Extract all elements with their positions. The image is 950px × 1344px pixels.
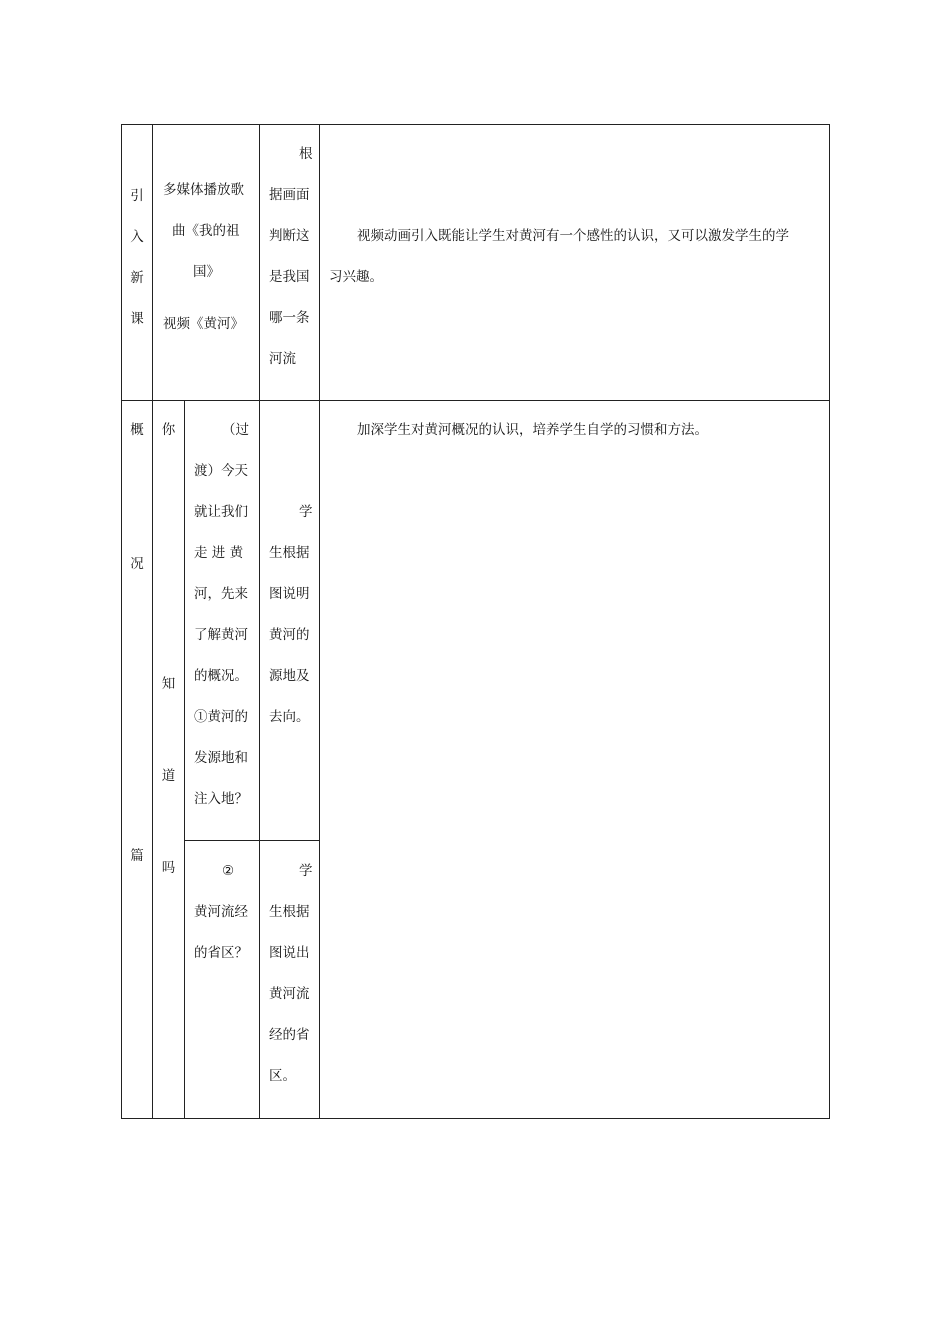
lesson-plan-table [121,124,830,1119]
col-line-1 [152,124,153,1119]
col-line-3 [259,124,260,1119]
question1-line: 的概况。 [194,668,248,684]
question2-student-line: 图说出 [269,945,310,961]
overview-subsection-char: 知 [161,676,176,692]
table-bottom-border [121,1118,830,1119]
overview-section-char: 概 [130,422,144,438]
question1-student-line: 学 [299,504,313,520]
question1-student-line: 黄河的 [269,627,310,643]
intro-teacher-line: 多媒体播放歌 [163,182,244,198]
question1-line: 渡）今天 [194,463,248,479]
intro-section-char: 课 [130,311,144,327]
question1-line: 了解黄河 [194,627,248,643]
question1-line: 就让我们 [194,504,248,520]
question1-line: 注入地？ [194,791,248,807]
overview-subsection-char: 你 [161,422,176,438]
overview-intent-text: 加深学生对黄河概况的认识，培养学生自学的习惯和方法。 [357,422,708,438]
intro-section-char: 引 [130,188,144,204]
intro-section-char: 新 [130,270,144,286]
question1-student-line: 图说明 [269,586,310,602]
intro-teacher-line: 曲《我的祖 [172,223,240,239]
question1-line: 河，先来 [194,586,248,602]
question-separator [184,840,320,841]
question1-line: （过 [222,422,249,438]
intro-student-line: 判断这 [269,228,310,244]
question1-line: 发源地和 [194,750,248,766]
question1-student-line: 生根据 [269,545,310,561]
question2-student-line: 黄河流 [269,986,310,1002]
question1-line: ①黄河的 [194,709,248,725]
question2-student-line: 经的省 [269,1027,310,1043]
row-separator [121,400,830,401]
col-line-4 [319,124,320,1119]
question1-line: 走 进 黄 [194,545,244,561]
intro-student-line: 根 [299,146,313,162]
intro-student-line: 据画面 [269,187,310,203]
question2-line: 黄河流经 [194,904,248,920]
question2-line: 的省区？ [194,945,248,961]
intro-student-line: 是我国 [269,269,310,285]
intro-intent-line: 习兴趣。 [329,269,383,285]
question1-student-line: 去向。 [269,709,310,725]
overview-section-char: 篇 [130,848,144,864]
intro-teacher-line: 国》 [193,264,220,280]
question2-student-line: 区。 [269,1068,296,1084]
question2-student-line: 学 [299,863,313,879]
overview-subsection-char: 道 [161,768,176,784]
table-right-border [829,124,830,1119]
intro-intent-line: 视频动画引入既能让学生对黄河有一个感性的认识，又可以激发学生的学 [357,228,789,244]
question1-student-line: 源地及 [269,668,310,684]
intro-student-line: 河流 [269,351,296,367]
overview-section-char: 况 [130,556,144,572]
intro-student-line: 哪一条 [269,310,310,326]
col-line-2 [184,400,185,1119]
intro-teacher-line: 视频《黄河》 [163,316,244,332]
overview-subsection-char: 吗 [161,860,176,876]
question2-student-line: 生根据 [269,904,310,920]
intro-section-char: 入 [130,229,144,245]
table-top-border [121,124,830,125]
question2-line: ② [222,863,235,879]
